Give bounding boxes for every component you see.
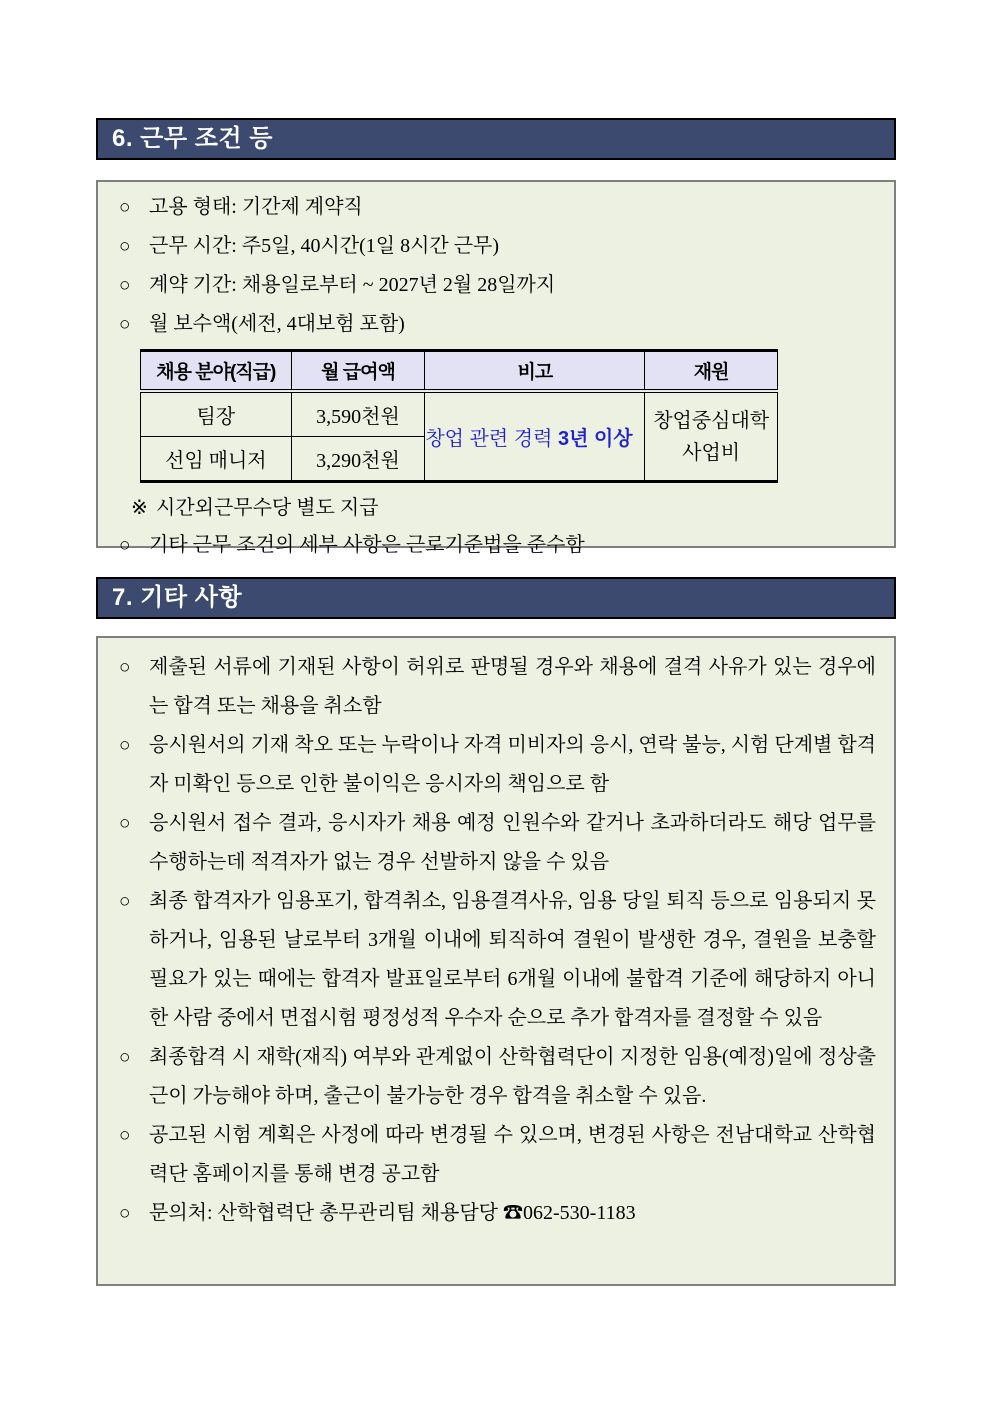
list-item-false-statement xyxy=(118,648,876,726)
list-item-contact xyxy=(118,1194,876,1233)
salary-table-header-row xyxy=(141,351,778,392)
section6-panel xyxy=(96,180,896,556)
list-item-employment-type xyxy=(118,188,878,227)
list-item-text: 문의처: 산학협력단 총무관리팀 채용담당 ☎062-530-1183 xyxy=(149,1202,636,1224)
section7-panel xyxy=(96,636,896,1286)
list-item-work-hours xyxy=(118,227,878,266)
cell-salary: 3,590천원 xyxy=(291,391,425,437)
list-item-text: 근무 시간: 주5일, 40시간(1일 8시간 근무) xyxy=(149,235,500,257)
list-item-labor-law xyxy=(118,526,878,565)
cell-funding-source: 창업중심대학 사업비 xyxy=(645,391,778,482)
remark-bold-text: 3년 이상 xyxy=(557,428,633,450)
list-item-text: 응시원서 접수 결과, 응시자가 채용 예정 인원수와 같거나 초과하더라도 해당 업무를 수행하는데 적격자가 없는 경우 선발하지 않을 수 있음 xyxy=(149,812,876,873)
list-item-plan-change xyxy=(118,1116,876,1194)
circle-bullet-icon: ○ xyxy=(119,813,131,834)
circle-bullet-icon: ○ xyxy=(119,1047,131,1068)
column-header-source: 재원 xyxy=(645,351,778,392)
overtime-footnote xyxy=(118,490,878,526)
reference-mark-icon: ※ xyxy=(131,497,148,519)
remark-text: 창업 관련 경력 xyxy=(425,428,558,450)
list-item-text: 최종합격 시 재학(재직) 여부와 관계없이 산학협력단이 지정한 임용(예정)일에 정상출근이 가능해야 하며, 출근이 불가능한 경우 합격을 취소할 수 있음. xyxy=(149,1046,876,1107)
salary-table xyxy=(140,349,778,483)
cell-remark xyxy=(425,391,645,482)
list-item-additional-pass xyxy=(118,882,876,1038)
circle-bullet-icon: ○ xyxy=(119,657,131,678)
column-header-remark: 비고 xyxy=(425,351,645,392)
circle-bullet-icon: ○ xyxy=(119,236,131,257)
circle-bullet-icon: ○ xyxy=(119,1203,131,1224)
cell-salary: 3,290천원 xyxy=(291,437,425,482)
list-item-attendance xyxy=(118,1038,876,1116)
circle-bullet-icon: ○ xyxy=(119,891,131,912)
list-item-text: 월 보수액(세전, 4대보험 포함) xyxy=(149,313,405,335)
circle-bullet-icon: ○ xyxy=(119,1125,131,1146)
list-item-text: 계약 기간: 채용일로부터 ~ 2027년 2월 28일까지 xyxy=(149,274,556,296)
list-item-text: 공고된 시험 계획은 사정에 따라 변경될 수 있으며, 변경된 사항은 전남대학교 산학협력단 홈페이지를 통해 변경 공고함 xyxy=(149,1124,876,1185)
list-item-text: 응시원서의 기재 착오 또는 누락이나 자격 미비자의 응시, 연락 불능, 시험 단계별 합격자 미확인 등으로 인한 불이익은 응시자의 책임으로 함 xyxy=(149,734,876,795)
circle-bullet-icon: ○ xyxy=(119,275,131,296)
list-item-monthly-pay xyxy=(118,305,878,344)
cell-position: 팀장 xyxy=(141,391,292,437)
section6-title: 6. 근무 조건 등 xyxy=(112,125,273,152)
section6-header xyxy=(96,118,896,160)
list-item-applicant-responsibility xyxy=(118,726,876,804)
circle-bullet-icon: ○ xyxy=(119,197,131,218)
list-item-text: 최종 합격자가 임용포기, 합격취소, 임용결격사유, 임용 당일 퇴직 등으로 임용되지 못하거나, 임용된 날로부터 3개월 이내에 퇴직하여 결원이 발생한 경우, 결원을 보충할 필요가 있는 때에는 합격자 발표일로부터 6개월 이내에 불합격 기준에 해당하지 아니한 사람 중에서 면접시험 평정성적 우수자 순으로 추가 합격자를 결정할 수 있음 xyxy=(149,890,876,1029)
circle-bullet-icon: ○ xyxy=(119,535,131,556)
list-item-text: 고용 형태: 기간제 계약직 xyxy=(149,196,363,218)
circle-bullet-icon: ○ xyxy=(119,314,131,335)
column-header-position: 채용 분야(직급) xyxy=(141,351,292,392)
column-header-salary: 월 급여액 xyxy=(291,351,425,392)
circle-bullet-icon: ○ xyxy=(119,735,131,756)
section7-header xyxy=(96,577,896,619)
list-item-text: 기타 근무 조건의 세부 사항은 근로기준법을 준수함 xyxy=(149,534,585,556)
table-row-team-leader xyxy=(141,391,778,437)
section7-title: 7. 기타 사항 xyxy=(112,584,243,611)
list-item-contract-period xyxy=(118,266,878,305)
footnote-text: 시간외근무수당 별도 지급 xyxy=(156,497,379,519)
list-item-no-selection xyxy=(118,804,876,882)
list-item-text: 제출된 서류에 기재된 사항이 허위로 판명될 경우와 채용에 결격 사유가 있는 경우에는 합격 또는 채용을 취소함 xyxy=(149,656,876,717)
cell-position: 선임 매니저 xyxy=(141,437,292,482)
